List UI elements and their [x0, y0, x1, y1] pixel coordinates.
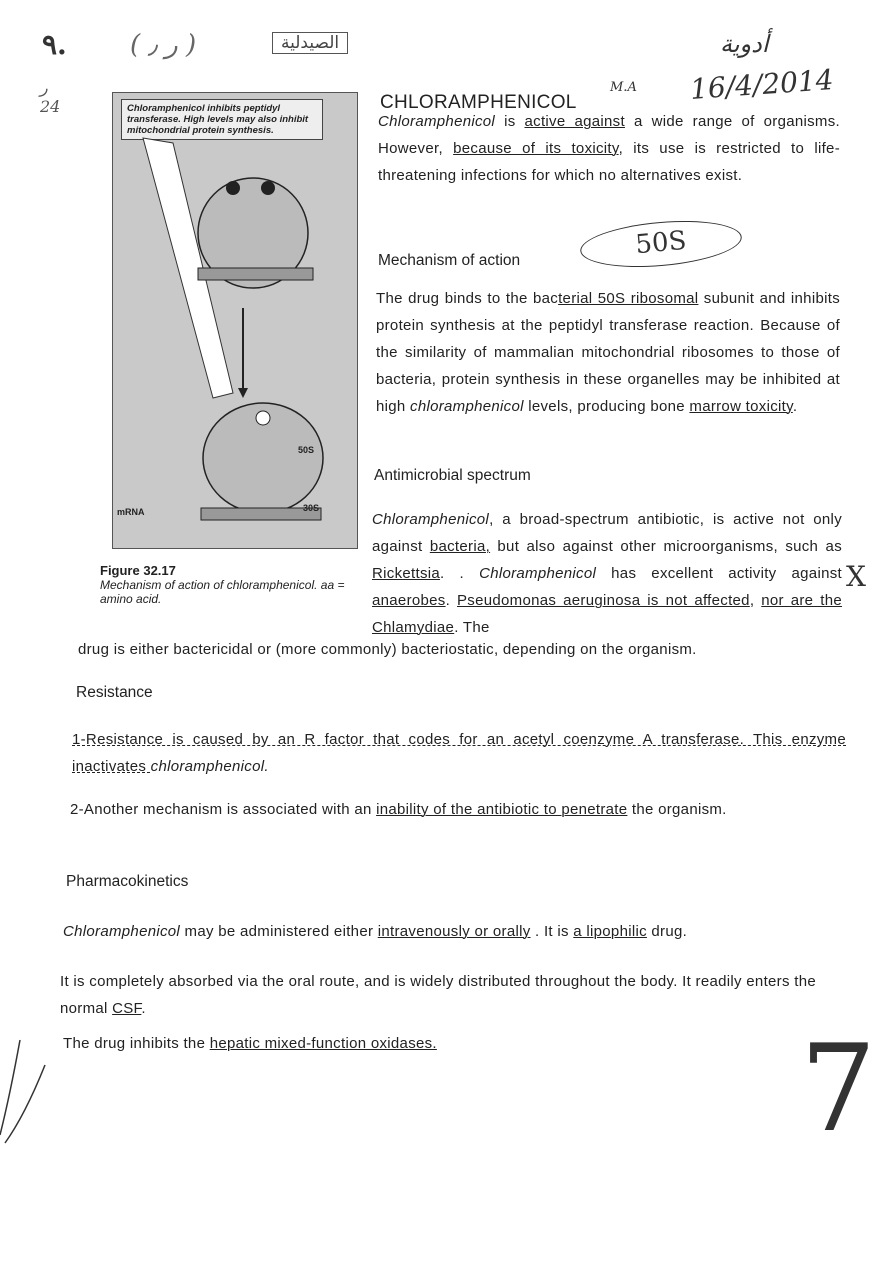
arabic-stamp: الصيدلية: [272, 32, 348, 54]
resistance-paragraph-2: 2-Another mechanism is associated with an inability of the antibiotic to penetrate the organism.: [70, 801, 727, 818]
figure-caption-text: Mechanism of action of chloramphenicol. aa = amino acid.: [100, 578, 345, 606]
label-30s: 30S: [303, 503, 320, 513]
resistance-heading: Resistance: [76, 684, 153, 701]
margin-x-mark: X: [846, 560, 866, 593]
figure-caption-title: Figure 32.17: [100, 563, 176, 578]
spectrum-paragraph: Chloramphenicol, a broad-spectrum antibiotic, is active not only against bacteria, but also against other microorganisms, such as Rickettsia. . Chloramphenicol has excellent activity against anaerobes. Pseudomonas aeruginosa is not affected, nor are the Chlamydiae. The: [372, 511, 843, 636]
drug-name: Chloramphenicol: [378, 113, 496, 130]
page-title: CHLORAMPHENICOL: [380, 92, 577, 113]
pharmacokinetics-heading: Pharmacokinetics: [66, 873, 189, 890]
handwritten-50s: 50S: [578, 215, 743, 273]
handwritten-date: 16/4/2014: [689, 63, 835, 106]
signature: M.A: [610, 80, 637, 95]
scribble: ( ر ٫ ): [130, 30, 197, 60]
label-50s: 50S: [298, 445, 315, 455]
spectrum-continuation: drug is either bactericidal or (more commonly) bacteriostatic, depending on the organism.: [78, 641, 697, 658]
mechanism-paragraph: The drug binds to the bacterial 50S ribosomal subunit and inhibits protein synthesis at the peptidyl transferase reaction. Because of the similarity of mammalian mitochondrial ribosomes to those of bacteria, protein synthesis in these organelles may be inhibited at high chloramphenicol levels, producing bone marrow toxicity.: [376, 290, 841, 415]
label-mrna: mRNA: [117, 507, 145, 517]
pk-paragraph-2: It is completely absorbed via the oral route, and is widely distributed throughout the body. It readily enters the normal CSF.: [60, 973, 816, 1017]
page-mark: ٩.: [42, 28, 67, 61]
mechanism-heading: Mechanism of action: [378, 252, 521, 269]
figure-image: [112, 92, 358, 549]
arabic-note: أدوية: [720, 30, 769, 58]
figure-caption: [100, 563, 350, 606]
spectrum-heading: Antimicrobial spectrum: [374, 467, 531, 484]
ribosome-diagram: [113, 93, 357, 548]
pk-paragraph-3: The drug inhibits the hepatic mixed-function oxidases.: [63, 1035, 437, 1052]
figure-callout: Chloramphenicol inhibits peptidyl transferase. High levels may also inhibit mitochondrial protein synthesis.: [121, 99, 323, 140]
handwritten-page-number: 7: [800, 1020, 877, 1159]
pk-paragraph-1: Chloramphenicol may be administered either intravenously or orally . It is a lipophilic drug.: [63, 923, 688, 940]
margin-strokes: [0, 1035, 70, 1145]
resistance-paragraph-1: 1-Resistance is caused by an R factor that codes for an acetyl coenzyme A transferase. This enzyme inactivates chloramphenicol.: [72, 731, 846, 775]
margin-scribble: ﺭ 24: [40, 78, 61, 116]
intro-paragraph: Chloramphenicol is active against a wide range of organisms. However, because of its toxicity, its use is restricted to life-threatening infections for which no alternatives exist.: [378, 113, 840, 184]
